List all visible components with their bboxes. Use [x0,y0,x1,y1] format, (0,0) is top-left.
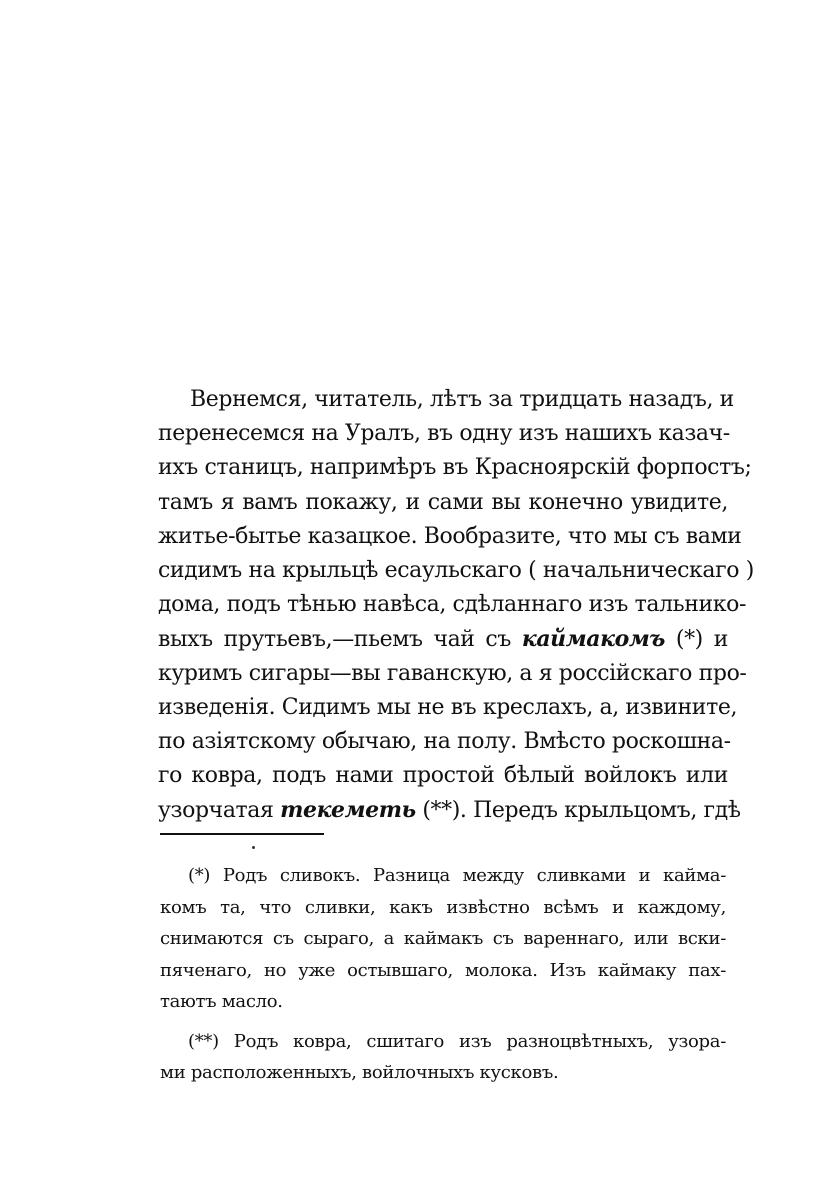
footnote-line: комъ та, что сливки, какъ извѣстно всѣмъ и каждому, [160,896,726,918]
text-segment: узорчатая [158,798,281,824]
emphasized-term: каймакомъ [521,626,666,653]
main-paragraph [158,383,754,827]
footnotes [160,860,726,1089]
text-line-with-emphasis [158,622,728,656]
text-line: перенесемся на Уралъ, въ одну изъ нашихъ казач- [158,421,730,447]
text-line: сидимъ на крыльцѣ есаульскаго ( начальническаго ) [158,557,754,583]
print-speck [252,846,255,849]
text-segment: выхъ прутьевъ,—пьемъ чай съ [158,627,522,653]
footnote-line: (**) Родъ ковра, сшитаго изъ разноцвѣтныхъ, узора- [188,1030,726,1052]
footnote-line: (*) Родъ сливокъ. Разница между сливками и кайма- [188,865,726,886]
emphasized-term: текеметь [280,797,416,824]
footnote-gap [160,1018,726,1026]
footnote-ref: (*) и [665,627,728,653]
footnote-line: ми расположенныхъ, войлочныхъ кусковъ. [160,1062,559,1083]
footnote-line: снимаются съ сыраго, а каймакъ съ вареннаго, или вски- [160,928,726,949]
footnote-line: таютъ масло. [160,991,283,1012]
text-line: житье-бытье казацкое. Вообразите, что мы съ вами [158,523,742,549]
text-line: тамъ я вамъ покажу, и сами вы конечно увидите, [158,489,728,515]
text-line: изведенія. Сидимъ мы не въ креслахъ, а, извините, [158,694,738,720]
text-line: по азіятскому обычаю, на полу. Вмѣсто роскошна- [158,728,731,754]
footnote-separator [160,833,324,835]
footnote-ref: (**). Передъ крыльцомъ, гдѣ [415,798,741,824]
text-line: Вернемся, читатель, лѣтъ за тридцать назадъ, и [190,387,734,412]
text-line-with-emphasis [158,793,741,827]
text-line: дома, подъ тѣнью навѣса, сдѣланнаго изъ тальнико- [158,592,747,618]
text-line: куримъ сигары—вы гаванскую, а я россійскаго про- [158,660,747,686]
footnote-line: пяченаго, но уже остывшаго, молока. Изъ каймаку пах- [160,959,726,981]
text-line: го ковра, подъ нами простой бѣлый войлокъ или [158,763,728,789]
text-line: ихъ станицъ, напримѣръ въ Красноярскій форпостъ; [158,455,752,481]
